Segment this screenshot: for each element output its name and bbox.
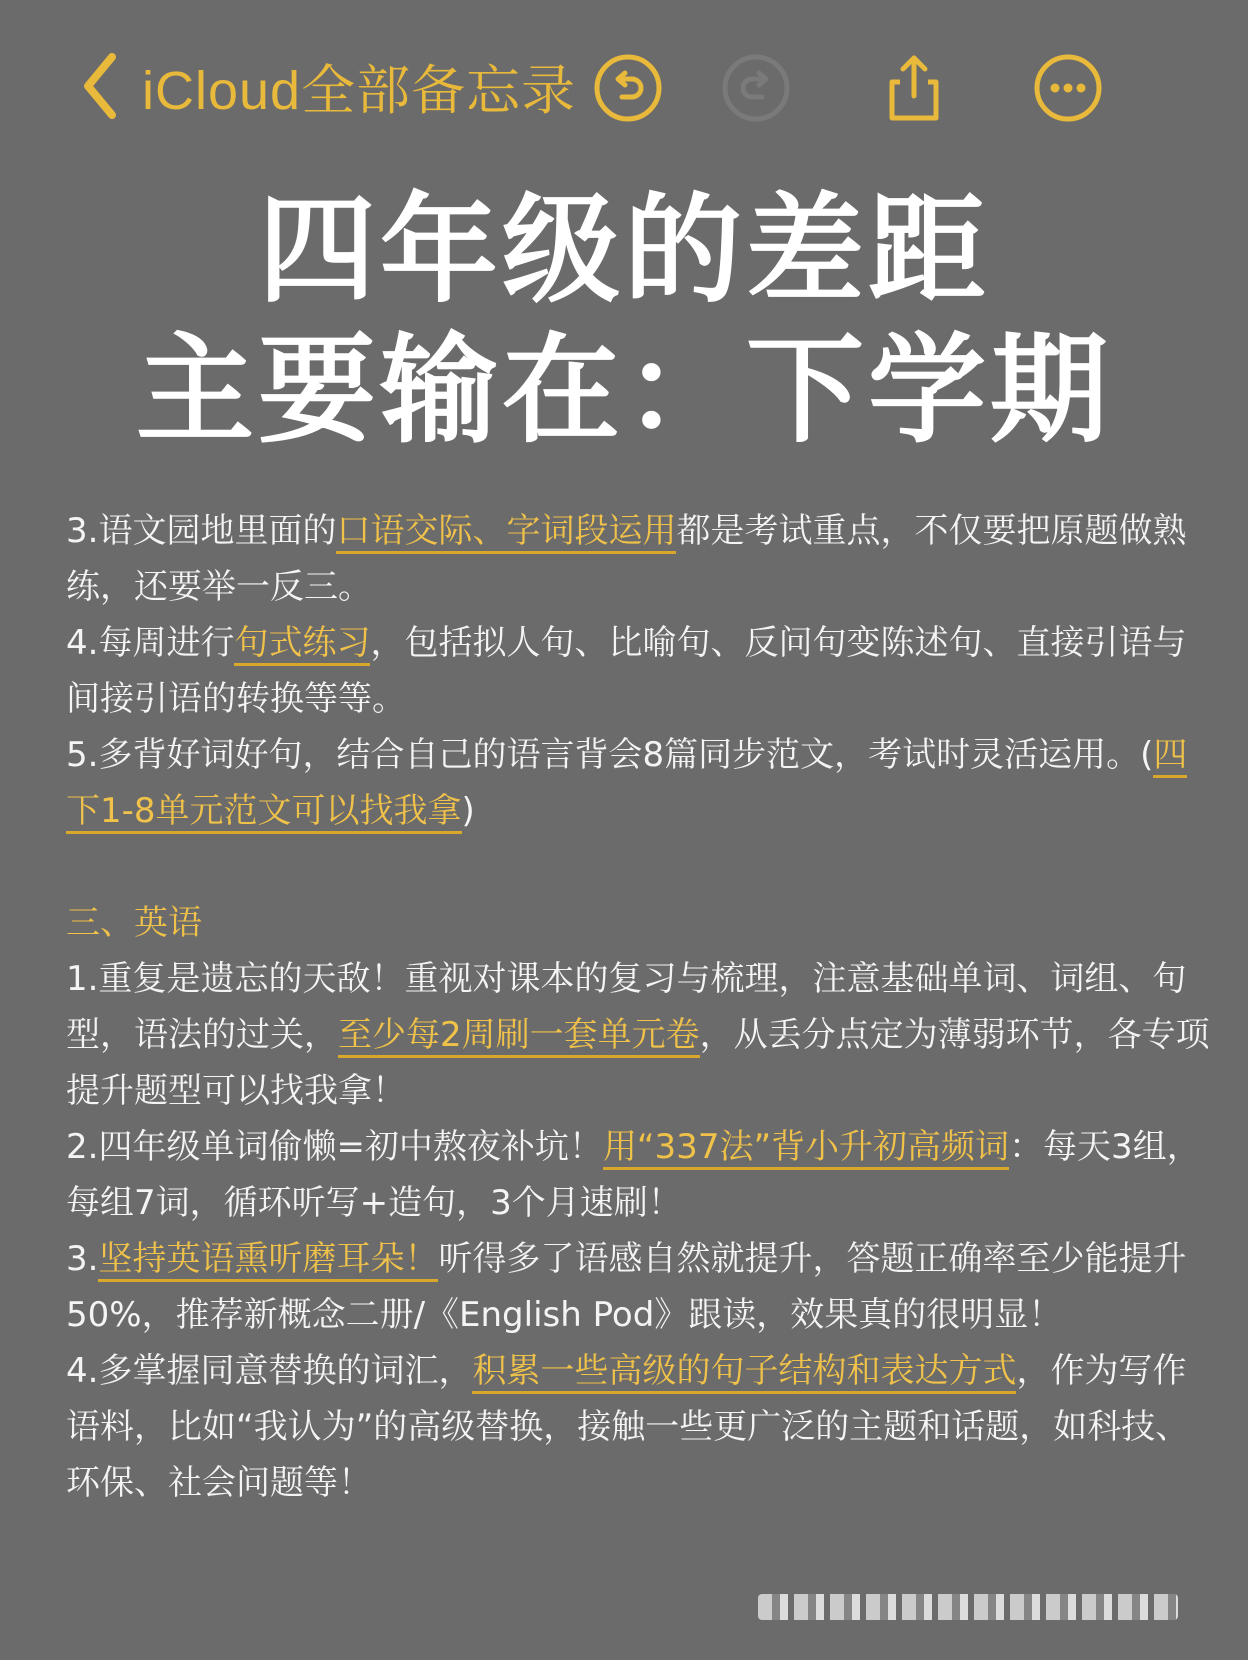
paragraph-english-1	[66, 951, 1216, 1119]
back-button[interactable]	[80, 50, 576, 122]
text-span: 听得多了语感自然就提升，答题正确率至少能提升50%，推荐新概念二册/《English Pod》跟读，效果真的很明显！	[66, 1239, 1187, 1335]
highlight-text: 积累一些高级的句子结构和表达方式	[472, 1351, 1016, 1394]
redo-button[interactable]	[720, 52, 792, 124]
text-span: 3.语文园地里面的	[66, 511, 337, 551]
title-line-2: 主要输在：下学期	[135, 321, 1112, 459]
notes-toolbar	[0, 0, 1248, 175]
text-span: 2.四年级单词偷懒=初中熬夜补坑！	[66, 1127, 603, 1167]
text-span: 1.重复是遗忘的天敌！重视对课本的复习与梳理，注意基础单词、词组、句型，语法的过关，	[66, 959, 1187, 1055]
text-span: ：每天3组，每组7词，循环听写+造句，3个月速刷！	[66, 1127, 1201, 1223]
note-body[interactable]	[66, 503, 1216, 1511]
text-span: 都是考试重点，不仅要把原题做熟练，还要举一反三。	[66, 511, 1187, 607]
redo-icon	[720, 52, 792, 124]
undo-icon	[592, 52, 664, 124]
highlight-text: 用“337法”背小升初高频词	[603, 1127, 1009, 1170]
text-span: ，作为写作语料，比如“我认为”的高级替换，接触一些更广泛的主题和话题，如科技、环保、社会问题等！	[66, 1351, 1190, 1503]
watermark	[758, 1594, 1178, 1620]
highlight-text: 坚持英语熏听磨耳朵！	[98, 1239, 438, 1282]
title-line-1: 四年级的差距	[257, 181, 990, 319]
undo-button[interactable]	[592, 52, 664, 124]
back-label: iCloud全部备忘录	[142, 60, 577, 121]
spacer	[66, 839, 1216, 895]
text-span: 4.多掌握同意替换的词汇，	[66, 1351, 473, 1391]
paragraph-chinese-5	[66, 727, 1216, 839]
text-span: )	[461, 791, 475, 831]
highlight-text: 句式练习	[234, 623, 370, 666]
highlight-text: 口语交际、字词段运用	[336, 511, 676, 554]
paragraph-english-4	[66, 1343, 1216, 1511]
highlight-text: 四下1-8单元范文可以找我拿	[66, 735, 1187, 834]
chevron-left-icon	[80, 51, 120, 121]
text-span: ，从丢分点定为薄弱环节，各专项提升题型可以找我拿！	[66, 1015, 1210, 1111]
text-span: 5.多背好词好句，结合自己的语言背会8篇同步范文，考试时灵活运用。(	[66, 735, 1154, 775]
paragraph-english-3	[66, 1231, 1216, 1343]
share-icon	[878, 52, 950, 124]
more-button[interactable]	[1032, 52, 1104, 124]
paragraph-english-2	[66, 1119, 1216, 1231]
more-icon	[1032, 52, 1104, 124]
text-span: 3.	[66, 1239, 99, 1279]
share-button[interactable]	[878, 52, 950, 124]
text-span: ，包括拟人句、比喻句、反问句变陈述句、直接引语与间接引语的转换等等。	[66, 623, 1187, 719]
highlight-text: 至少每2周刷一套单元卷	[338, 1015, 700, 1058]
paragraph-chinese-3	[66, 503, 1216, 615]
paragraph-chinese-4	[66, 615, 1216, 727]
note-title	[0, 180, 1248, 460]
section-title-english: 三、英语	[66, 903, 202, 943]
text-span: 4.每周进行	[66, 623, 235, 663]
